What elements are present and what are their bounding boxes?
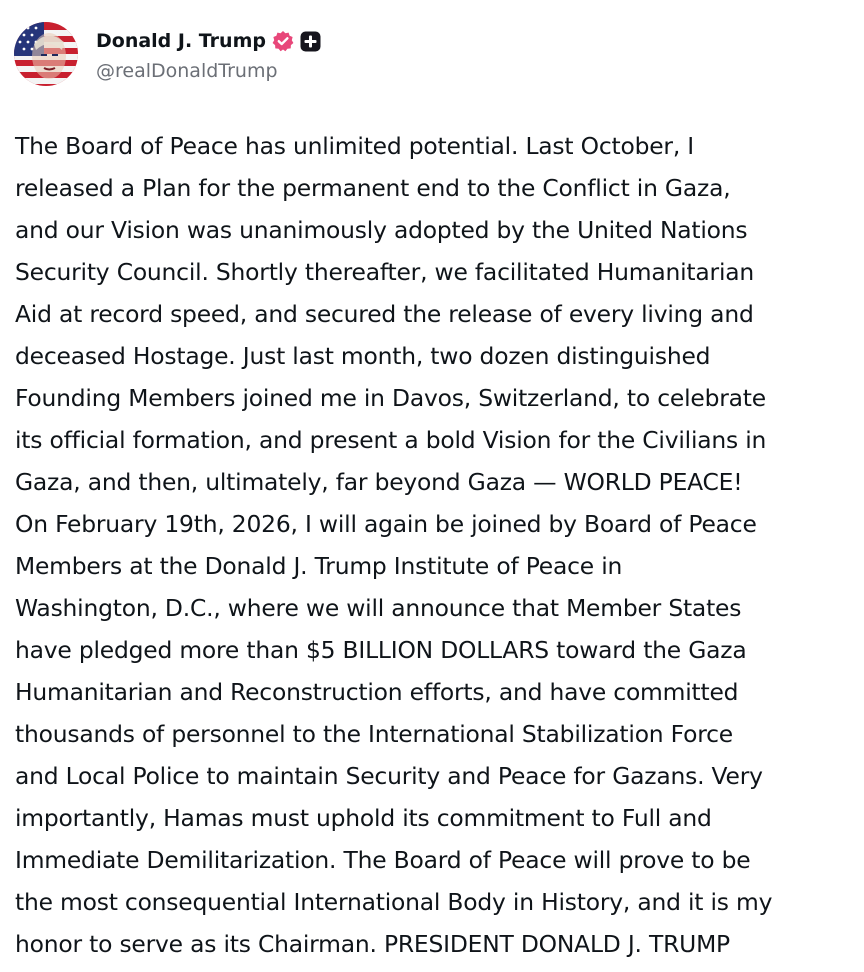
post-text-line: released a Plan for the permanent end to the Conflict in Gaza, <box>15 174 731 202</box>
post-text-line: importantly, Hamas must uphold its commitment to Full and <box>15 804 712 832</box>
post-text-line: Members at the Donald J. Trump Institute of Peace in <box>15 552 623 580</box>
post-text-line: Security Council. Shortly thereafter, we facilitated Humanitarian <box>15 258 755 286</box>
post-text-line: On February 19th, 2026, I will again be joined by Board of Peace <box>15 510 757 538</box>
post-text-line: Founding Members joined me in Davos, Switzerland, to celebrate <box>15 384 766 412</box>
post-text-line: thousands of personnel to the International Stabilization Force <box>15 720 733 748</box>
post-header <box>14 20 321 88</box>
author-handle[interactable]: @realDonaldTrump <box>96 60 278 82</box>
post-text-line: Immediate Demilitarization. The Board of Peace will prove to be <box>15 846 751 874</box>
post-text-line: Gaza, and then, ultimately, far beyond Gaza — WORLD PEACE! <box>15 468 743 496</box>
post-text-line: The Board of Peace has unlimited potential. Last October, I <box>15 132 694 160</box>
post-text-line: Washington, D.C., where we will announce that Member States <box>15 594 742 622</box>
post-text-line: Humanitarian and Reconstruction efforts, and have committed <box>15 678 739 706</box>
plus-square-icon[interactable] <box>300 31 321 52</box>
post-body <box>15 125 855 965</box>
author-identity <box>96 26 321 82</box>
flag-portrait-avatar-icon <box>14 22 78 86</box>
avatar[interactable] <box>14 22 78 86</box>
post-text-line: the most consequential International Body in History, and it is my <box>15 888 773 916</box>
verified-badge-icon <box>272 30 294 52</box>
post-text-line: honor to serve as its Chairman. PRESIDENT DONALD J. TRUMP <box>15 930 730 958</box>
post-text-line: deceased Hostage. Just last month, two dozen distinguished <box>15 342 711 370</box>
post-text-line: and our Vision was unanimously adopted by the United Nations <box>15 216 748 244</box>
post-text-line: its official formation, and present a bold Vision for the Civilians in <box>15 426 767 454</box>
name-row <box>96 26 321 56</box>
post-text-line: and Local Police to maintain Security and Peace for Gazans. Very <box>15 762 763 790</box>
post-text-line: have pledged more than $5 BILLION DOLLARS toward the Gaza <box>15 636 747 664</box>
display-name[interactable]: Donald J. Trump <box>96 30 266 52</box>
post-text-line: Aid at record speed, and secured the release of every living and <box>15 300 754 328</box>
